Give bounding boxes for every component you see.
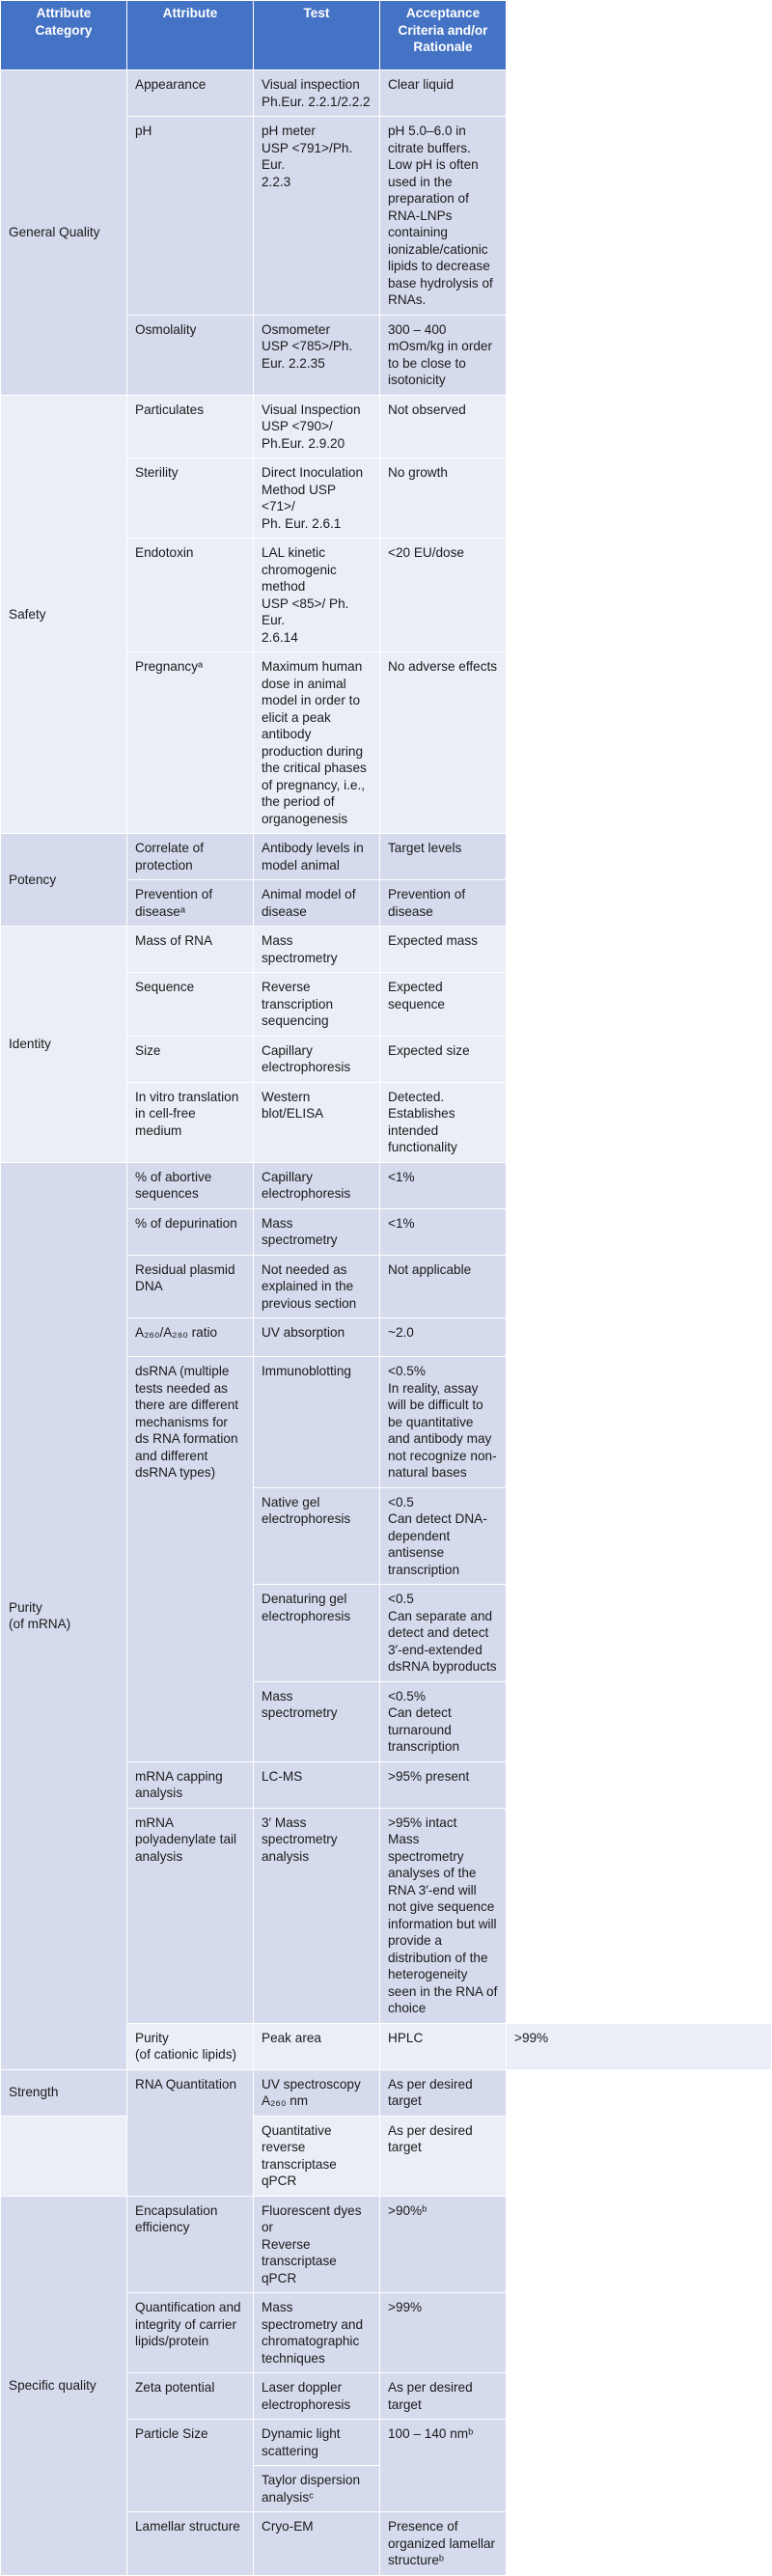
attribute-cell: Mass of RNA [127, 927, 254, 973]
header-attribute-category: Attribute Category [1, 1, 127, 70]
attribute-cell: Size [127, 1036, 254, 1082]
acceptance-criteria-cell: Prevention of disease [380, 880, 507, 927]
test-cell: Visual Inspection USP <790>/ Ph.Eur. 2.9.20 [254, 395, 380, 458]
acceptance-criteria-cell: <0.5% In reality, assay will be difficult to be quantitative and antibody may not recognize non-natural bases [380, 1357, 507, 1488]
table-body [1, 70, 772, 2576]
attribute-category-cell: General Quality [1, 70, 127, 396]
acceptance-criteria-cell: >99% [507, 2023, 772, 2069]
acceptance-criteria-cell: 300 – 400 mOsm/kg in order to be close to isotonicity [380, 315, 507, 395]
table-row [1, 2069, 772, 2116]
acceptance-criteria-cell: Detected. Establishes intended functionality [380, 1082, 507, 1162]
attribute-cell: Encapsulation efficiency [127, 2196, 254, 2293]
attribute-category-cell: Safety [1, 395, 127, 834]
attribute-category-cell [1, 2116, 127, 2196]
acceptance-criteria-cell: Not applicable [380, 1255, 507, 1318]
test-cell: 3′ Mass spectrometry analysis [254, 1808, 380, 2023]
header-row [1, 1, 772, 70]
attribute-category-cell: Strength [1, 2069, 127, 2116]
test-cell: Antibody levels in model animal [254, 834, 380, 880]
attribute-cell: Sequence [127, 973, 254, 1037]
attribute-cell: Pregnancyᵃ [127, 652, 254, 834]
test-cell: Quantitative reverse transcriptase qPCR [254, 2116, 380, 2196]
test-cell: Direct Inoculation Method USP <71>/ Ph. Eur. 2.6.1 [254, 458, 380, 539]
test-cell: LC-MS [254, 1761, 380, 1808]
test-cell: Not needed as explained in the previous section [254, 1255, 380, 1318]
attribute-cell: Residual plasmid DNA [127, 1255, 254, 1318]
table-row [1, 2116, 772, 2196]
attribute-cell: pH [127, 117, 254, 316]
acceptance-criteria-cell: <20 EU/dose [380, 539, 507, 652]
test-cell: Cryo-EM [254, 2512, 380, 2576]
test-cell: Visual inspection Ph.Eur. 2.2.1/2.2.2 [254, 70, 380, 117]
attribute-cell: % of abortive sequences [127, 1162, 254, 1208]
acceptance-criteria-cell: No adverse effects [380, 652, 507, 834]
test-cell: Immunoblotting [254, 1357, 380, 1488]
test-cell: Mass spectrometry and chromatographic techniques [254, 2293, 380, 2373]
attribute-cell: Particulates [127, 395, 254, 458]
table-row [1, 834, 772, 880]
attribute-cell: % of depurination [127, 1208, 254, 1255]
test-cell: Denaturing gel electrophoresis [254, 1585, 380, 1682]
attribute-cell: Prevention of diseaseᵃ [127, 880, 254, 927]
test-cell: Mass spectrometry [254, 927, 380, 973]
header-test: Test [254, 1, 380, 70]
table-row [1, 395, 772, 458]
attribute-cell: Quantification and integrity of carrier lipids/protein [127, 2293, 254, 2373]
acceptance-criteria-cell: Expected sequence [380, 973, 507, 1037]
test-cell: LAL kinetic chromogenic method USP <85>/ Ph. Eur. 2.6.14 [254, 539, 380, 652]
attribute-cell: Peak area [254, 2023, 380, 2069]
attribute-cell: A₂₆₀/A₂₈₀ ratio [127, 1318, 254, 1357]
acceptance-criteria-cell: Expected size [380, 1036, 507, 1082]
acceptance-criteria-cell: <1% [380, 1208, 507, 1255]
test-cell: UV spectroscopy A₂₆₀ nm [254, 2069, 380, 2116]
test-cell: Taylor dispersion analysisᶜ [254, 2466, 380, 2512]
attribute-cell: Sterility [127, 458, 254, 539]
attribute-cell: RNA Quantitation [127, 2069, 254, 2196]
test-cell: Fluorescent dyes or Reverse transcriptase qPCR [254, 2196, 380, 2293]
acceptance-criteria-cell: >99% [380, 2293, 507, 2373]
attribute-category-cell: Purity (of cationic lipids) [127, 2023, 254, 2069]
attribute-cell: mRNA polyadenylate tail analysis [127, 1808, 254, 2023]
acceptance-criteria-cell: ~2.0 [380, 1318, 507, 1357]
attribute-cell: dsRNA (multiple tests needed as there are different mechanisms for ds RNA formation and different dsRNA types) [127, 1357, 254, 1762]
test-cell: Native gel electrophoresis [254, 1487, 380, 1585]
test-cell: Mass spectrometry [254, 1208, 380, 1255]
test-cell: Reverse transcription sequencing [254, 973, 380, 1037]
table-row [1, 927, 772, 973]
acceptance-criteria-cell: >95% intact Mass spectrometry analyses of the RNA 3′-end will not give sequence information but will provide a distribution of the heterogeneity seen in the RNA of choice [380, 1808, 507, 2023]
acceptance-criteria-cell: As per desired target [380, 2373, 507, 2420]
acceptance-criteria-cell: As per desired target [380, 2069, 507, 2116]
test-cell: HPLC [380, 2023, 507, 2069]
test-cell: pH meter USP <791>/Ph. Eur. 2.2.3 [254, 117, 380, 316]
acceptance-criteria-cell: Target levels [380, 834, 507, 880]
attribute-category-cell: Purity (of mRNA) [1, 1162, 127, 2069]
attribute-cell: Particle Size [127, 2420, 254, 2512]
attribute-cell: Lamellar structure [127, 2512, 254, 2576]
test-cell: Capillary electrophoresis [254, 1036, 380, 1082]
acceptance-criteria-cell: 100 – 140 nmᵇ [380, 2420, 507, 2512]
table-row [1, 1162, 772, 1208]
header-attribute: Attribute [127, 1, 254, 70]
attribute-cell: Osmolality [127, 315, 254, 395]
acceptance-criteria-cell: As per desired target [380, 2116, 507, 2196]
attribute-cell: Zeta potential [127, 2373, 254, 2420]
acceptance-criteria-cell: Presence of organized lamellar structureᵇ [380, 2512, 507, 2576]
acceptance-criteria-cell: >90%ᵇ [380, 2196, 507, 2293]
attribute-cell: In vitro translation in cell-free medium [127, 1082, 254, 1162]
acceptance-criteria-cell: <0.5% Can detect turnaround transcription [380, 1681, 507, 1761]
acceptance-criteria-cell: Expected mass [380, 927, 507, 973]
attribute-cell: mRNA capping analysis [127, 1761, 254, 1808]
acceptance-criteria-cell: <0.5 Can separate and detect and detect 3′-end-extended dsRNA byproducts [380, 1585, 507, 1682]
acceptance-criteria-cell: pH 5.0–6.0 in citrate buffers. Low pH is often used in the preparation of RNA-LNPs containing ionizable/cationic lipids to decrease base hydrolysis of RNAs. [380, 117, 507, 316]
attribute-category-cell: Specific quality [1, 2196, 127, 2575]
acceptance-criteria-cell: Not observed [380, 395, 507, 458]
attribute-cell: Appearance [127, 70, 254, 117]
test-cell: Osmometer USP <785>/Ph. Eur. 2.2.35 [254, 315, 380, 395]
attribute-cell: Endotoxin [127, 539, 254, 652]
test-cell: UV absorption [254, 1318, 380, 1357]
header-acceptance-criteria: Acceptance Criteria and/or Rationale [380, 1, 507, 70]
attribute-category-cell: Identity [1, 927, 127, 1163]
table-row [1, 70, 772, 117]
acceptance-criteria-cell: <1% [380, 1162, 507, 1208]
test-cell: Western blot/ELISA [254, 1082, 380, 1162]
test-cell: Maximum human dose in animal model in order to elicit a peak antibody production during the critical phases of pregnancy, i.e., the period of organogenesis [254, 652, 380, 834]
test-cell: Dynamic light scattering [254, 2420, 380, 2466]
attribute-cell: Correlate of protection [127, 834, 254, 880]
table-row [1, 2196, 772, 2293]
acceptance-criteria-cell: <0.5 Can detect DNA-dependent antisense transcription [380, 1487, 507, 1585]
acceptance-criteria-cell: >95% present [380, 1761, 507, 1808]
test-cell: Animal model of disease [254, 880, 380, 927]
attribute-category-cell: Potency [1, 834, 127, 927]
test-cell: Laser doppler electrophoresis [254, 2373, 380, 2420]
acceptance-criteria-cell: Clear liquid [380, 70, 507, 117]
test-cell: Mass spectrometry [254, 1681, 380, 1761]
test-cell: Capillary electrophoresis [254, 1162, 380, 1208]
acceptance-criteria-cell: No growth [380, 458, 507, 539]
